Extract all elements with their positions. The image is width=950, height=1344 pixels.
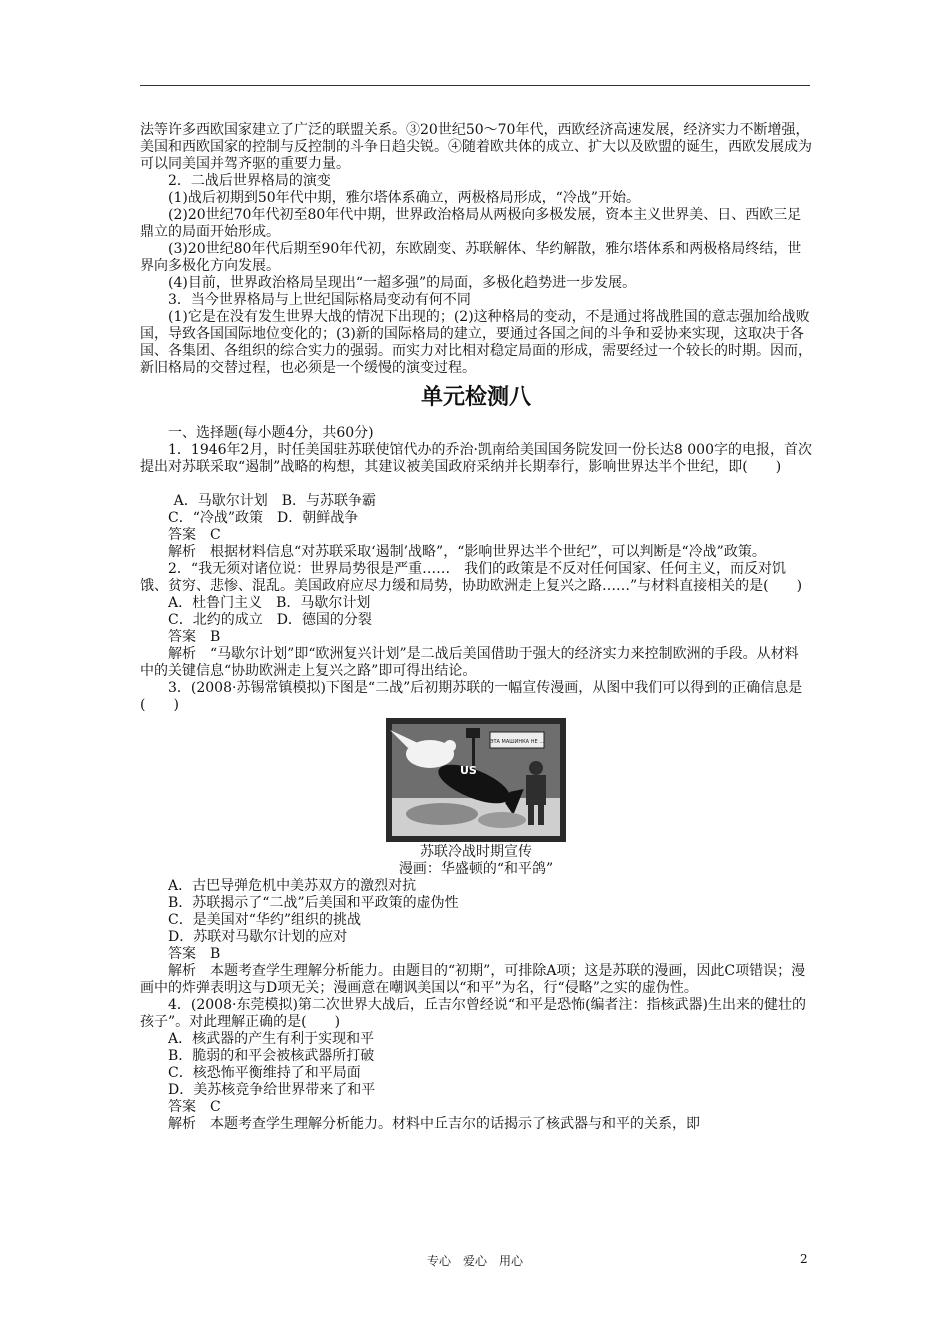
question-option: C．是美国对“华约”组织的挑战	[168, 912, 362, 928]
analysis: 解析 根据材料信息“对苏联采取‘遏制’战略”，“影响世界达半个世纪”，可以判断是“冷战”政策。	[168, 544, 766, 560]
unit-title: 单元检测八	[420, 385, 531, 410]
question-stem: 3．(2008·苏锡常镇模拟)下图是“二战”后初期苏联的一幅宣传漫画，从图中我们可以得到的正确信息是( )	[140, 680, 803, 713]
question-stem: 1．1946年2月，时任美国驻苏联使馆代办的乔治·凯南给美国国务院发回一份长达8 000字的电报，首次提出对苏联采取“遏制”战略的构想，其建议被美国政府采纳并长期奉行，影响世界达半个世纪，即( )	[140, 442, 812, 475]
paragraph: (3)20世纪80年代后期至90年代初，东欧剧变、苏联解体、华约解散，雅尔塔体系和两极格局终结，世界向多极化方向发展。	[140, 241, 802, 274]
analysis: 解析 “马歇尔计划”即“欧洲复兴计划”是二战后美国借助于强大的经济实力来控制欧洲的手段。从材料中的关键信息“协助欧洲走上复兴之路”即可得出结论。	[140, 646, 799, 679]
question-options: C．北约的成立 D．德国的分裂	[168, 612, 372, 628]
question-stem: 4．(2008·东莞模拟)第二次世界大战后，丘吉尔曾经说“和平是恐怖(编者注：指核武器)生出来的健壮的孩子”。对此理解正确的是( )	[140, 997, 806, 1030]
answer: 答案 C	[168, 527, 221, 543]
cartoon-image	[386, 718, 566, 842]
paragraph: 法等许多西欧国家建立了广泛的联盟关系。③20世纪50～70年代，西欧经济高速发展，经济实力不断增强，美国和西欧国家的控制与反控制的斗争日趋尖锐。④随着欧共体的成立、扩大以及欧盟的诞生，西欧发展成为可以同美国并驾齐驱的重要力量。	[140, 122, 812, 172]
paragraph: (2)20世纪70年代初至80年代中期，世界政治格局从两极向多极发展，资本主义世界美、日、西欧三足鼎立的局面开始形成。	[140, 207, 802, 240]
paragraph: (1)战后初期到50年代中期，雅尔塔体系确立，两极格局形成，“冷战”开始。	[168, 190, 640, 206]
page-content	[140, 122, 812, 1133]
figure-caption: 苏联冷战时期宣传	[420, 844, 532, 860]
question-option: D．苏联对马歇尔计划的应对	[168, 929, 348, 945]
question-options: A．杜鲁门主义 B．马歇尔计划	[168, 595, 371, 611]
question-option: B．苏联揭示了“二战”后美国和平政策的虚伪性	[168, 895, 459, 911]
question-option: C．核恐怖平衡维持了和平局面	[168, 1065, 361, 1081]
paragraph: (4)目前，世界政治格局呈现出“一超多强”的局面，多极化趋势进一步发展。	[168, 275, 637, 291]
page-number: 2	[800, 1252, 808, 1266]
header-rule	[140, 85, 810, 86]
subheading: 2．二战后世界格局的演变	[168, 173, 331, 189]
cartoon-sign-text: ЭТА МАШИНКА НЕ ...	[490, 739, 544, 745]
answer: 答案 B	[168, 946, 221, 962]
answer: 答案 C	[168, 1099, 221, 1115]
paragraph: (1)它是在没有发生世界大战的情况下出现的；(2)这种格局的变动，不是通过将战胜国的意志强加给战败国，导致各国国际地位变化的；(3)新的国际格局的建立，要通过各国之间的斗争和妥协来实现，这取决于各国、各集团、各组织的综合实力的强弱。而实力对比相对稳定局面的形成，需要经过一个较长的时期。因而，新旧格局的交替过程，也必须是一个缓慢的演变过程。	[140, 309, 812, 376]
section-heading: 一、选择题(每小题4分，共60分)	[168, 425, 374, 441]
answer: 答案 B	[168, 629, 221, 645]
question-option: A．古巴导弹危机中美苏双方的激烈对抗	[168, 878, 417, 894]
question-options: A．马歇尔计划 B．与苏联争霸	[173, 493, 376, 509]
analysis: 解析 本题考查学生理解分析能力。由题目的“初期”，可排除A项；这是苏联的漫画，因此C项错误；漫画中的炸弹表明这与D项无关；漫画意在嘲讽美国以“和平”为名，行“侵略”之实的虚伪性。	[140, 963, 806, 996]
figure-caption: 漫画：华盛顿的“和平鸽”	[398, 861, 554, 877]
question-stem: 2．“我无须对诸位说：世界局势很是严重…… 我们的政策是不反对任何国家、任何主义，而反对饥饿、贫穷、悲惨、混乱。美国政府应尽力缓和局势，协助欧洲走上复兴之路……”与材料直接相关的是( )	[140, 561, 803, 594]
question-option: B．脆弱的和平会被核武器所打破	[168, 1048, 375, 1064]
question-options: C．“冷战”政策 D．朝鲜战争	[168, 510, 359, 526]
question-option: A．核武器的产生有利于实现和平	[168, 1031, 375, 1047]
subheading: 3．当今世界格局与上世纪国际格局变动有何不同	[168, 292, 471, 308]
analysis: 解析 本题考查学生理解分析能力。材料中丘吉尔的话揭示了核武器与和平的关系，即	[168, 1116, 700, 1132]
question-option: D．美苏核竞争给世界带来了和平	[168, 1082, 376, 1098]
footer-motto: 专心 爱心 用心	[426, 1254, 523, 1268]
cartoon-bomb-label: US	[460, 764, 477, 777]
